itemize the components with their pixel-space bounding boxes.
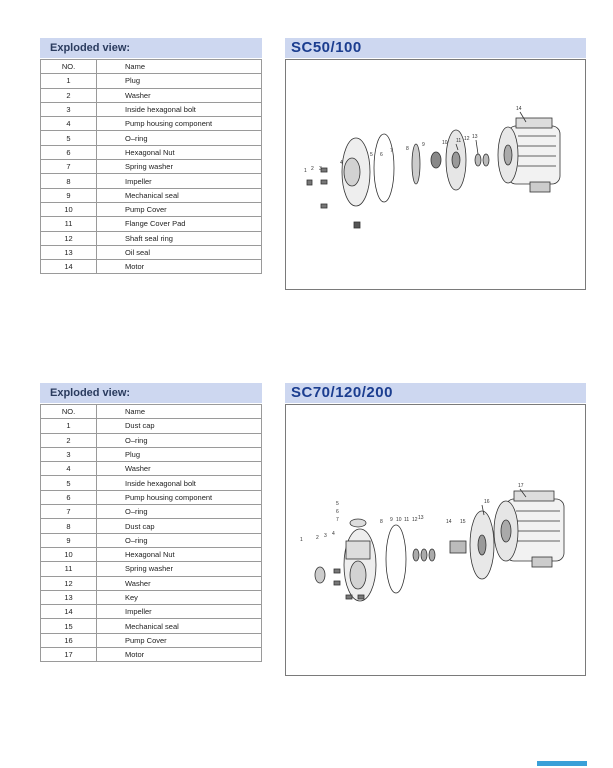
table-row — [41, 160, 262, 174]
part-name: Washer — [97, 462, 262, 476]
part-number: 2 — [41, 88, 97, 102]
part-name: Impeller — [97, 174, 262, 188]
exploded-view-header: Exploded view: — [40, 38, 262, 58]
part-name: Washer — [97, 88, 262, 102]
callout-label: 2 — [316, 535, 319, 541]
callout-label: 17 — [518, 483, 524, 489]
part-number: 8 — [41, 174, 97, 188]
callout-label: 16 — [484, 499, 490, 505]
table-row — [41, 505, 262, 519]
pump-exploded-drawing — [286, 405, 585, 675]
callout-label: 2 — [311, 166, 314, 172]
table-row — [41, 605, 262, 619]
part-name: Motor — [97, 648, 262, 662]
part-name: Plug — [97, 447, 262, 461]
part-name: Hexagonal Nut — [97, 145, 262, 159]
part-name: Mechanical seal — [97, 188, 262, 202]
part-number: 3 — [41, 447, 97, 461]
part-number: 5 — [41, 476, 97, 490]
callout-label: 10 — [442, 140, 448, 146]
exploded-diagram — [285, 59, 586, 290]
part-number: 2 — [41, 433, 97, 447]
callout-label: 3 — [324, 533, 327, 539]
table-row — [41, 547, 262, 561]
exploded-diagram — [285, 404, 586, 676]
part-name: Washer — [97, 576, 262, 590]
table-row — [41, 447, 262, 461]
callout-label: 5 — [336, 501, 339, 507]
part-number: 3 — [41, 102, 97, 116]
part-number: 1 — [41, 419, 97, 433]
table-row — [41, 145, 262, 159]
part-number: 11 — [41, 217, 97, 231]
table-row — [41, 174, 262, 188]
pump-exploded-drawing — [286, 60, 585, 289]
callout-label: 8 — [380, 519, 383, 525]
callout-label: 15 — [460, 519, 466, 525]
table-row — [41, 433, 262, 447]
part-name: Spring washer — [97, 562, 262, 576]
part-name: Pump housing component — [97, 117, 262, 131]
callout-label: 9 — [390, 517, 393, 523]
part-number: 4 — [41, 117, 97, 131]
table-row — [41, 260, 262, 274]
part-name: O–ring — [97, 533, 262, 547]
part-number: 9 — [41, 533, 97, 547]
table-row — [41, 188, 262, 202]
callout-label: 4 — [332, 531, 335, 537]
part-name: Mechanical seal — [97, 619, 262, 633]
table-row — [41, 231, 262, 245]
part-name: Flange Cover Pad — [97, 217, 262, 231]
part-name: Shaft seal ring — [97, 231, 262, 245]
table-row — [41, 648, 262, 662]
table-row — [41, 476, 262, 490]
part-number: 10 — [41, 547, 97, 561]
column-header-no: NO. — [41, 405, 97, 419]
part-number: 11 — [41, 562, 97, 576]
part-name: Spring washer — [97, 160, 262, 174]
callout-label: 12 — [412, 517, 418, 523]
column-header-name: Name — [97, 60, 262, 74]
part-number: 4 — [41, 462, 97, 476]
table-row — [41, 576, 262, 590]
callout-label: 7 — [336, 517, 339, 523]
part-number: 6 — [41, 490, 97, 504]
callout-label: 6 — [380, 152, 383, 158]
motor-drawing — [498, 118, 560, 192]
part-name: Impeller — [97, 605, 262, 619]
part-name: Pump housing component — [97, 490, 262, 504]
table-row — [41, 519, 262, 533]
exploded-view-header: Exploded view: — [40, 383, 262, 403]
callout-label: 4 — [340, 160, 343, 166]
table-row — [41, 562, 262, 576]
parts-table — [40, 404, 262, 662]
part-name: Oil seal — [97, 245, 262, 259]
part-name: Dust cap — [97, 419, 262, 433]
part-name: Inside hexagonal bolt — [97, 102, 262, 116]
table-row — [41, 131, 262, 145]
model-title: SC70/120/200 — [285, 383, 586, 403]
table-row — [41, 102, 262, 116]
callout-label: 5 — [370, 152, 373, 158]
column-header-no: NO. — [41, 60, 97, 74]
part-number: 17 — [41, 648, 97, 662]
part-number: 5 — [41, 131, 97, 145]
part-number: 9 — [41, 188, 97, 202]
part-name: Motor — [97, 260, 262, 274]
table-row — [41, 462, 262, 476]
part-name: Inside hexagonal bolt — [97, 476, 262, 490]
table-row — [41, 490, 262, 504]
callout-label: 8 — [406, 146, 409, 152]
callout-label: 1 — [304, 168, 307, 174]
part-name: Hexagonal Nut — [97, 547, 262, 561]
table-header-row — [41, 405, 262, 419]
callout-label: 3 — [319, 166, 322, 172]
table-row — [41, 533, 262, 547]
part-number: 7 — [41, 505, 97, 519]
part-name: Dust cap — [97, 519, 262, 533]
part-number: 1 — [41, 74, 97, 88]
callout-label: 14 — [516, 106, 522, 112]
callout-label: 6 — [336, 509, 339, 515]
callout-label: 13 — [472, 134, 478, 140]
table-row — [41, 419, 262, 433]
part-number: 16 — [41, 633, 97, 647]
part-name: Pump Cover — [97, 202, 262, 216]
table-row — [41, 619, 262, 633]
callout-label: 1 — [300, 537, 303, 543]
table-row — [41, 117, 262, 131]
part-name: O–ring — [97, 433, 262, 447]
callout-label: 7 — [390, 148, 393, 154]
part-number: 6 — [41, 145, 97, 159]
table-row — [41, 88, 262, 102]
callout-label: 14 — [446, 519, 452, 525]
table-row — [41, 590, 262, 604]
part-number: 14 — [41, 605, 97, 619]
part-number: 12 — [41, 231, 97, 245]
part-number: 13 — [41, 245, 97, 259]
motor-drawing — [494, 491, 564, 567]
part-name: Plug — [97, 74, 262, 88]
part-name: O–ring — [97, 131, 262, 145]
table-header-row — [41, 60, 262, 74]
part-number: 10 — [41, 202, 97, 216]
part-number: 8 — [41, 519, 97, 533]
page-accent-bar — [537, 761, 587, 766]
callout-label: 11 — [456, 138, 462, 144]
table-row — [41, 633, 262, 647]
part-number: 12 — [41, 576, 97, 590]
part-number: 13 — [41, 590, 97, 604]
callout-label: 11 — [404, 517, 410, 523]
column-header-name: Name — [97, 405, 262, 419]
table-row — [41, 217, 262, 231]
part-name: Key — [97, 590, 262, 604]
table-row — [41, 202, 262, 216]
part-number: 14 — [41, 260, 97, 274]
part-number: 15 — [41, 619, 97, 633]
table-row — [41, 74, 262, 88]
model-title: SC50/100 — [285, 38, 586, 58]
callout-label: 9 — [422, 142, 425, 148]
callout-label: 12 — [464, 136, 470, 142]
parts-table — [40, 59, 262, 274]
table-row — [41, 245, 262, 259]
part-number: 7 — [41, 160, 97, 174]
part-name: O–ring — [97, 505, 262, 519]
callout-label: 13 — [418, 515, 424, 521]
callout-label: 10 — [396, 517, 402, 523]
part-name: Pump Cover — [97, 633, 262, 647]
